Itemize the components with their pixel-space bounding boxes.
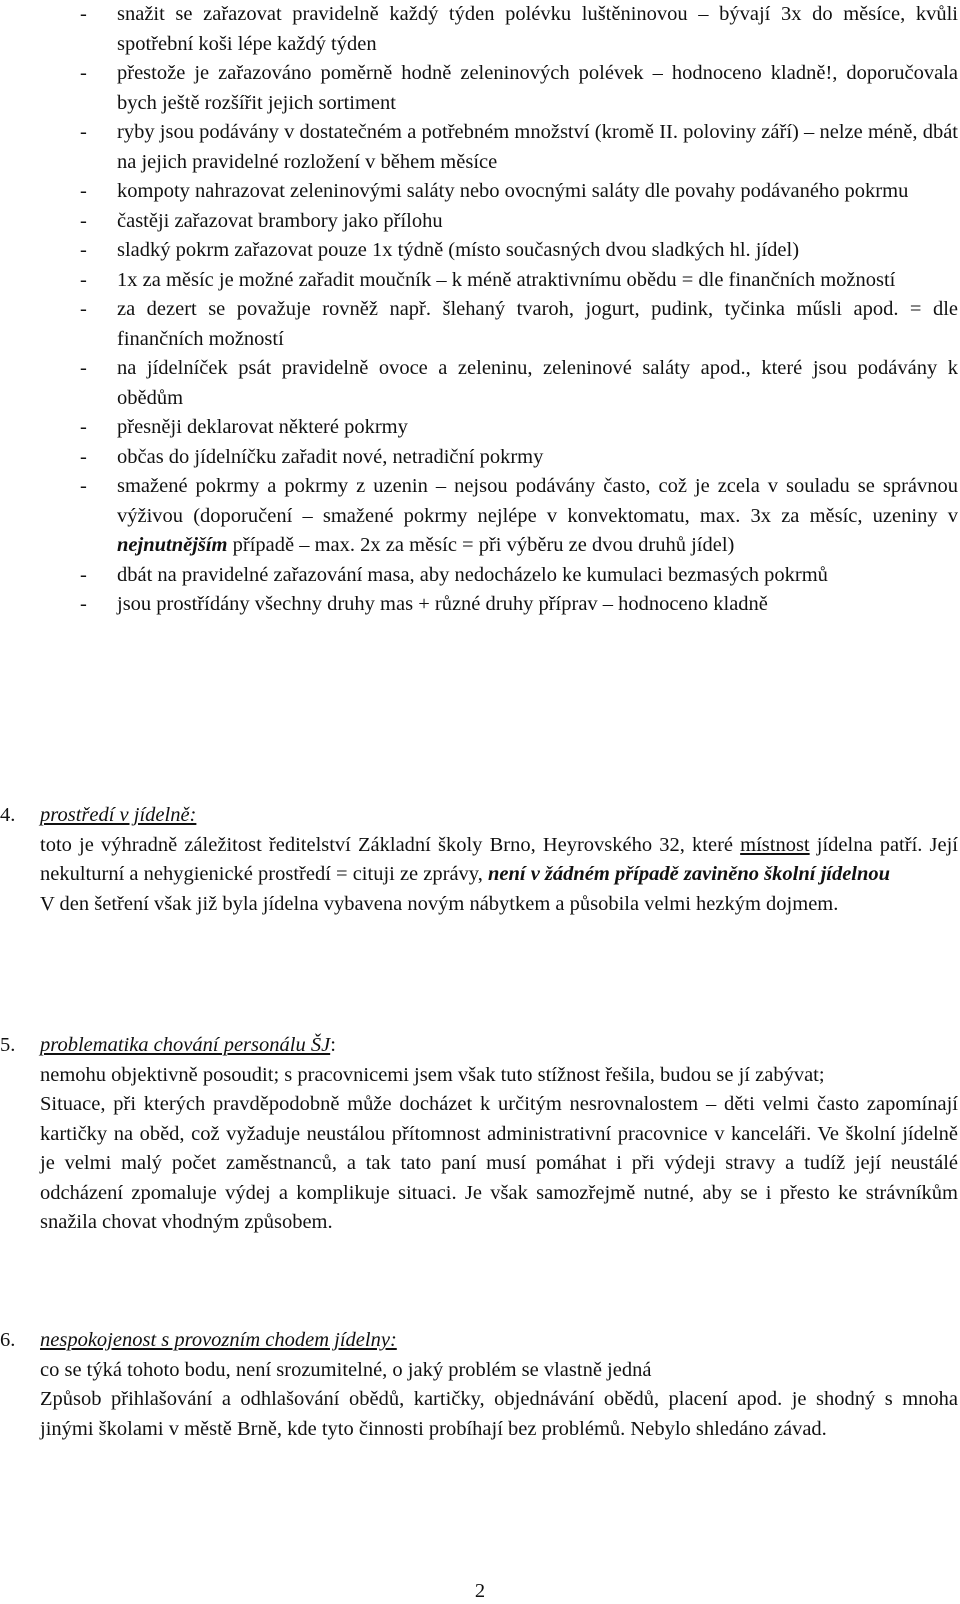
section-paragraph: co se týká tohoto bodu, není srozumitelné, o jaký problém se vlastně jedná	[40, 1358, 652, 1381]
section-environment	[0, 801, 958, 919]
list-item	[80, 561, 958, 591]
list-dash: -	[80, 268, 87, 291]
section-number: 5.	[0, 1034, 16, 1056]
list-item	[80, 443, 958, 473]
underlined-text: místnost	[740, 833, 810, 856]
list-item-text: občas do jídelníčku zařadit nové, netradiční pokrmy	[117, 445, 544, 468]
emphasis-text: není v žádném případě zaviněno školní jídelnou	[487, 863, 891, 885]
list-dash: -	[80, 563, 87, 586]
list-item-text: dbát na pravidelné zařazování masa, aby nedocházelo ke kumulaci bezmasých pokrmů	[117, 563, 828, 586]
list-dash: -	[80, 209, 87, 232]
list-dash: -	[80, 239, 87, 261]
list-item-text: přesněji deklarovat některé pokrmy	[117, 416, 408, 438]
list-item-text	[117, 472, 958, 561]
list-item-text: 1x za měsíc je možné zařadit moučník – k méně atraktivnímu obědu = dle finančních možností	[117, 268, 896, 291]
list-item	[80, 0, 958, 59]
section-paragraph: nemohu objektivně posoudit; s pracovnicemi jsem však tuto stížnost řešila, budou se jí zabývat;	[40, 1063, 825, 1086]
emphasis-text: nejnutnějším	[117, 534, 228, 556]
list-item-text: za dezert se považuje rovněž např. šlehaný tvaroh, jogurt, pudink, tyčinka műsli apod. = dle finančních možností	[117, 298, 958, 350]
list-dash: -	[80, 121, 87, 143]
section-number: 4.	[0, 804, 16, 826]
recommendation-list	[80, 0, 958, 620]
paragraph-text: toto je výhradně záležitost ředitelství Základní školy Brno, Heyrovského 32, které	[40, 833, 741, 856]
list-item	[80, 266, 958, 296]
list-dash: -	[80, 475, 87, 497]
list-item-text: jsou prostřídány všechny druhy mas + různé druhy příprav – hodnoceno kladně	[117, 593, 768, 615]
section-staff-behavior	[0, 1031, 958, 1238]
section-heading-row	[0, 1326, 958, 1356]
list-item-text: na jídelníček psát pravidelně ovoce a zeleninu, zeleninové saláty apod., které jsou podávány k obědům	[117, 357, 958, 409]
section-paragraph: V den šetření však již byla jídelna vybavena novým nábytkem a působila velmi hezkým dojmem.	[40, 892, 839, 915]
list-item-text: častěji zařazovat brambory jako přílohu	[117, 209, 443, 232]
list-item	[80, 295, 958, 354]
section-heading-colon: :	[330, 1034, 336, 1056]
list-dash: -	[80, 62, 87, 84]
page-number: 2	[474, 1580, 486, 1602]
list-dash: -	[80, 445, 87, 468]
section-paragraph: Situace, při kterých pravděpodobně může docházet k určitým nesrovnalostem – děti velmi často zapomínají kartičky na oběd, což vyžaduje neustálou přítomnost administrativní pracovnice v kanceláři. Ve školní jídelně je velmi malý počet zaměstnanců, a tak tato paní musí pomáhat i při výdeji stravy a tudíž její neustálé odcházení zpomaluje výdej a komplikuje situaci. Je však samozřejmě nutné, aby se i přesto ke strávníkům snažila chovat vhodným způsobem.	[40, 1093, 958, 1233]
list-item-text: snažit se zařazovat pravidelně každý týden polévku luštěninovou – bývají 3x do měsíce, kvůli spotřební koši lépe každý týden	[117, 3, 958, 55]
list-item	[80, 236, 958, 266]
list-item-text-after: případě – max. 2x za měsíc = při výběru ze dvou druhů jídel)	[227, 534, 735, 556]
list-item	[80, 177, 958, 207]
section-heading-row	[0, 1031, 958, 1061]
list-dash: -	[80, 593, 87, 615]
list-item	[80, 354, 958, 413]
list-item	[80, 590, 958, 620]
section-number: 6.	[0, 1329, 16, 1351]
list-dash: -	[80, 3, 87, 25]
list-item-text: kompoty nahrazovat zeleninovými saláty nebo ovocnými saláty dle povahy podávaného pokrmu	[117, 180, 909, 202]
list-item	[80, 472, 958, 561]
list-item-text: přestože je zařazováno poměrně hodně zeleninových polévek – hodnoceno kladně!, doporučovala bych ještě rozšířit jejich sortiment	[117, 62, 958, 114]
list-item-text: ryby jsou podávány v dostatečném a potřebném množství (kromě II. poloviny září) – nelze méně, dbát na jejich pravidelné rozložení v během měsíce	[117, 121, 958, 173]
section-paragraph: Způsob přihlašování a odhlašování obědů, kartičky, objednávání obědů, placení apod. je shodný s mnoha jinými školami v městě Brně, kde tyto činnosti probíhají bez problémů. Nebylo shledáno závad.	[40, 1388, 958, 1440]
section-heading: problematika chování personálu ŠJ	[40, 1034, 331, 1056]
section-operation	[0, 1326, 958, 1444]
list-item	[80, 413, 958, 443]
list-item	[80, 59, 958, 118]
section-heading-row	[0, 801, 958, 831]
list-dash: -	[80, 357, 87, 379]
list-dash: -	[80, 416, 87, 438]
list-item	[80, 207, 958, 237]
section-heading: nespokojenost s provozním chodem jídelny:	[40, 1329, 397, 1351]
list-dash: -	[80, 298, 87, 320]
section-heading: prostředí v jídelně:	[40, 804, 197, 826]
paragraph-text: jídelna patří. Její nekulturní a nehygienické prostředí = cituji ze zprávy,	[40, 833, 958, 885]
list-item-text: sladký pokrm zařazovat pouze 1x týdně (místo současných dvou sladkých hl. jídel)	[117, 239, 800, 261]
list-item-text-before: smažené pokrmy a pokrmy z uzenin – nejsou podávány často, což je zcela v souladu se správnou výživou (doporučení – smažené pokrmy nejlépe v konvektomatu, max. 3x za měsíc, uzeniny v	[117, 475, 958, 527]
section-paragraph	[40, 831, 958, 890]
section-heading-wrapper	[40, 1031, 336, 1061]
list-dash: -	[80, 180, 87, 202]
list-item	[80, 118, 958, 177]
